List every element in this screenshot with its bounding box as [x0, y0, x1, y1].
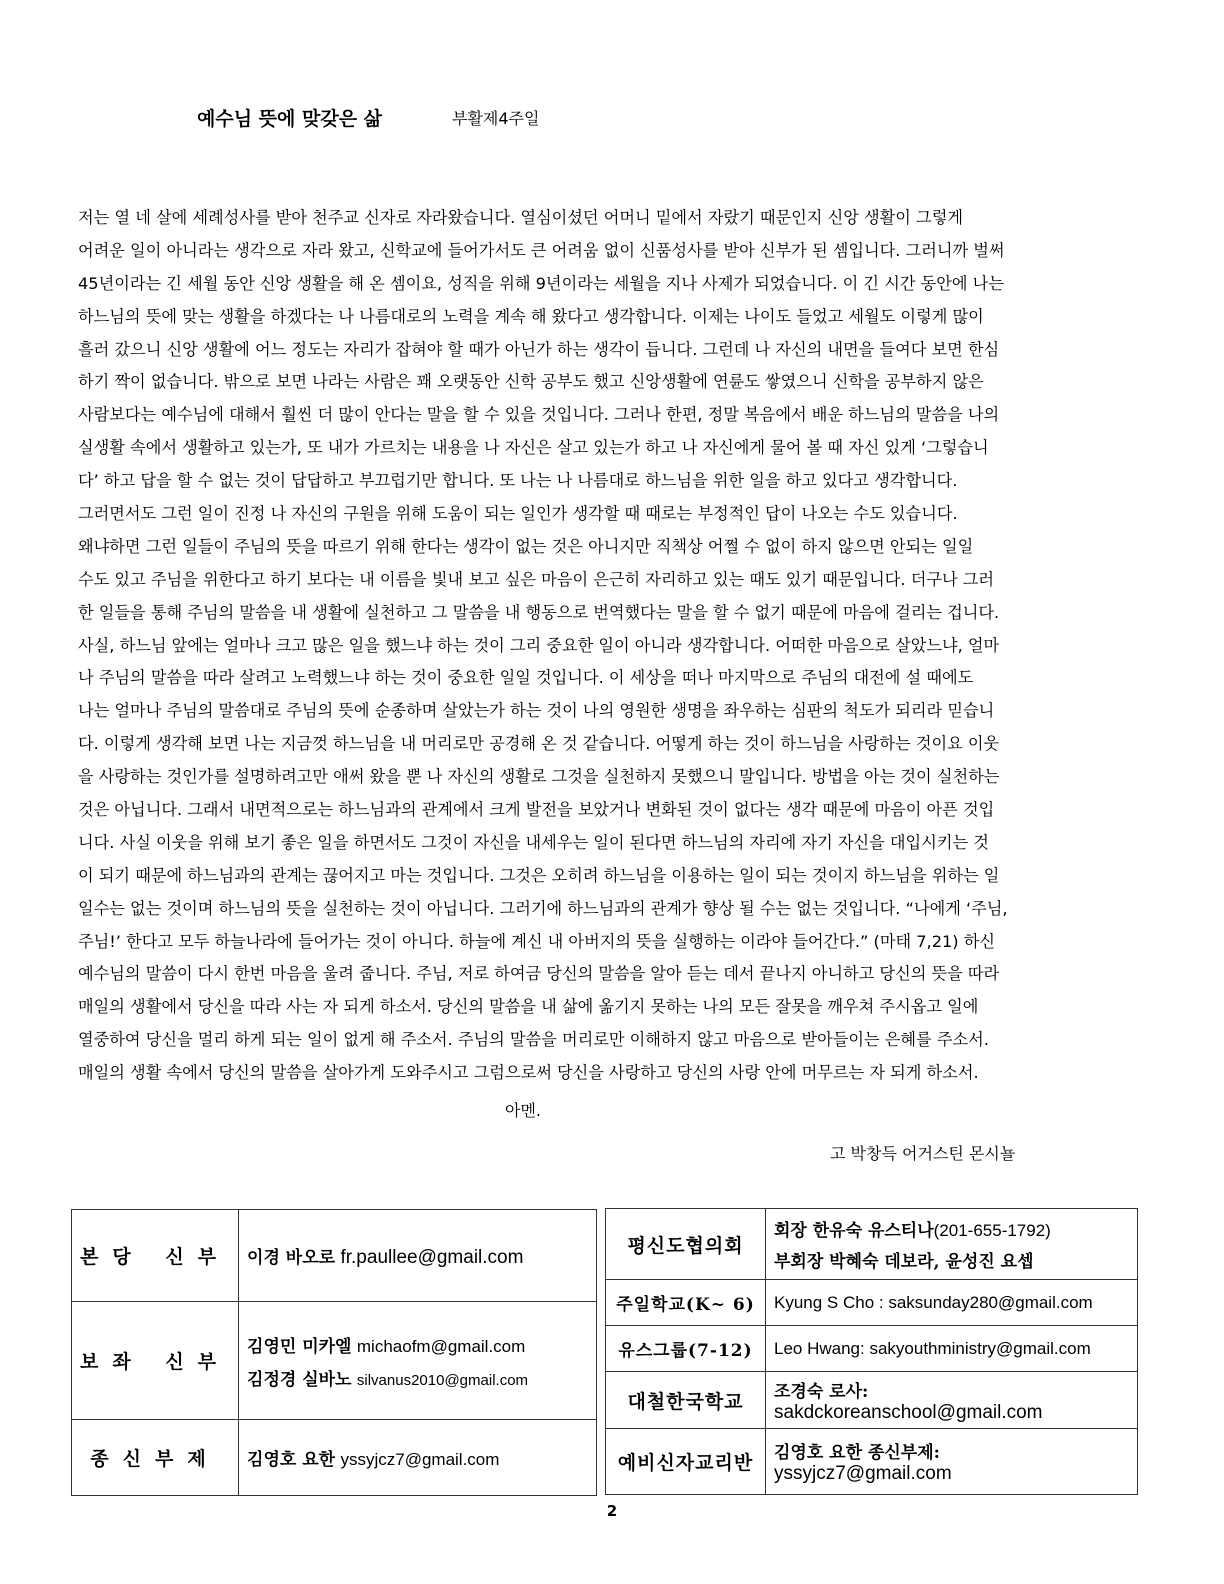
body-line: 45년이라는 긴 세월 동안 신앙 생활을 해 온 셈이요, 성직을 위해 9년이라는 세월을 지나 사제가 되었습니다. 이 긴 시간 동안에 나는 [78, 273, 1004, 293]
body-line: 사실, 하느님 앞에는 얼마나 크고 많은 일을 했느냐 하는 것이 그리 중요한 일이 아니라 생각합니다. 어떠한 마음으로 살았느냐, 얼마 [78, 635, 1000, 655]
body-line: 하느님의 뜻에 맞는 생활을 하겠다는 나 나름대로의 노력을 계속 해 왔다고 생각합니다. 이제는 나이도 들었고 세월도 이렇게 많이 [78, 306, 984, 326]
body-line: 실생활 속에서 생활하고 있는가, 또 내가 가르치는 내용을 나 자신은 살고 있는가 하고 나 자신에게 물어 볼 때 자신 있게 ‘그렇습니 [78, 438, 989, 458]
body-line: 다. 이렇게 생각해 보면 나는 지금껏 하느님을 내 머리로만 공경해 온 것 같습니다. 어떻게 하는 것이 하느님을 사랑하는 것이요 이웃 [78, 734, 1000, 754]
table-row [606, 1326, 1138, 1372]
assistant2-email[interactable]: silvanus2010@gmail.com [356, 1371, 529, 1389]
body-line: 왜냐하면 그런 일들이 주님의 뜻을 따르기 위해 한다는 생각이 없는 것은 아니지만 직책상 어쩔 수 없이 하지 않으면 안되는 일일 [78, 536, 974, 556]
council-president-line [774, 1216, 1129, 1241]
closing-amen: 아멘. [505, 1101, 541, 1120]
assistant1-line [247, 1332, 588, 1357]
body-line: 니다. 사실 이웃을 위해 보기 좋은 일을 하면서도 그것이 자신을 내세우는 일이 된다면 하느님의 자리에 자기 자신을 대입시키는 것 [78, 832, 989, 852]
sunday-school-label: 주일학교(K~ 6) [606, 1280, 766, 1326]
korean-school-label: 대철한국학교 [606, 1372, 766, 1429]
page-title: 예수님 뜻에 맞갖은 삶 [197, 108, 383, 130]
body-line: 매일의 생활에서 당신을 따라 사는 자 되게 하소서. 당신의 말씀을 내 삶에 옮기지 못하는 나의 모든 잘못을 깨우쳐 주시옵고 일에 [78, 997, 979, 1017]
rcia-name: 김영호 요한 종신부제: [774, 1443, 940, 1463]
body-line: 것은 아닙니다. 그래서 내면적으로는 하느님과의 관계에서 크게 발전을 보았거나 변화된 것이 없다는 생각 때문에 마음이 아픈 것입 [78, 800, 995, 820]
deacon-contact [239, 1420, 597, 1496]
body-line: 주님!’ 한다고 모두 하늘나라에 들어가는 것이 아니다. 하늘에 계신 내 아버지의 뜻을 실행하는 이라야 들어간다.” (마태 7,21) 하신 [78, 931, 996, 951]
table-row [72, 1210, 597, 1302]
clergy-directory-table [71, 1209, 597, 1496]
table-row [72, 1420, 597, 1496]
reflection-body [78, 202, 1138, 1090]
body-line: 저는 열 네 살에 세례성사를 받아 천주교 신자로 자라왔습니다. 열심이셨던 어머니 밑에서 자랐기 때문인지 신앙 생활이 그렇게 [78, 208, 963, 227]
rcia-email[interactable]: yssyjcz7@gmail.com [774, 1463, 952, 1484]
author-signature: 고 박창득 어거스틴 몬시뇰 [830, 1144, 1016, 1163]
council-label: 평신도협의회 [606, 1209, 766, 1280]
table-row [606, 1280, 1138, 1326]
liturgical-subtitle: 부활제4주일 [452, 109, 540, 128]
body-line: 하기 짝이 없습니다. 밖으로 보면 나라는 사람은 꽤 오랫동안 신학 공부도 했고 신앙생활에 연륜도 쌓였으니 신학을 공부하지 않은 [78, 372, 984, 392]
pastor-email[interactable]: fr.paullee@gmail.com [340, 1246, 524, 1268]
korean-school-contact [766, 1372, 1138, 1429]
ministry-directory-table [605, 1208, 1138, 1495]
body-line: 나는 얼마나 주님의 말씀대로 주님의 뜻에 순종하며 살았는가 하는 것이 나의 영원한 생명을 좌우하는 심판의 척도가 되리라 믿습니 [78, 701, 995, 721]
youth-group-contact[interactable]: Leo Hwang: sakyouthministry@gmail.com [766, 1326, 1138, 1372]
body-line: 나 주님의 말씀을 따라 살려고 노력했느냐 하는 것이 중요한 일일 것입니다. 이 세상을 떠나 마지막으로 주님의 대전에 설 때에도 [78, 668, 974, 688]
body-line: 예수님의 말씀이 다시 한번 마음을 울려 줍니다. 주님, 저로 하여금 당신의 말씀을 알아 듣는 데서 끝나지 아니하고 당신의 뜻을 따라 [78, 964, 1000, 984]
deacon-label: 종신부제 [72, 1420, 239, 1496]
deacon-name: 김영호 요한 [247, 1450, 336, 1470]
korean-school-email[interactable]: sakdckoreanschool@gmail.com [774, 1401, 1043, 1423]
body-line: 일수는 없는 것이며 하느님의 뜻을 실천하는 것이 아닙니다. 그러기에 하느님과의 관계가 향상 될 수는 없는 것입니다. “나에게 ‘주님, [78, 898, 1008, 918]
table-row [72, 1302, 597, 1420]
body-line: 을 사랑하는 것인가를 설명하려고만 애써 왔을 뿐 나 자신의 생활로 그것을 실천하지 못했으니 말입니다. 방법을 아는 것이 실천하는 [78, 767, 1000, 787]
table-row [606, 1372, 1138, 1429]
body-line: 이 되기 때문에 하느님과의 관계는 끊어지고 마는 것입니다. 그것은 오히려 하느님을 이용하는 일이 되는 것이지 하느님을 위하는 일 [78, 865, 1000, 885]
sunday-school-contact[interactable]: Kyung S Cho : saksunday280@gmail.com [766, 1280, 1138, 1326]
body-line: 흘러 갔으니 신앙 생활에 어느 정도는 자리가 잡혀야 할 때가 아닌가 하는 생각이 듭니다. 그런데 나 자신의 내면을 들여다 보면 한심 [78, 339, 1000, 359]
body-line: 한 일들을 통해 주님의 말씀을 내 생활에 실천하고 그 말씀을 내 행동으로 번역했다는 말을 할 수 없기 때문에 마음에 걸리는 겁니다. [78, 602, 1000, 622]
council-president: 회장 한유숙 유스티나 [774, 1221, 934, 1241]
assistant2-line [247, 1365, 588, 1390]
pastor-label: 본당 신부 [72, 1210, 239, 1302]
body-line: 그러면서도 그런 일이 진정 나 자신의 구원을 위해 도움이 되는 일인가 생각할 때 때로는 부정적인 답이 나오는 수도 있습니다. [78, 504, 958, 524]
body-line: 어려운 일이 아니라는 생각으로 자라 왔고, 신학교에 들어가서도 큰 어려움 없이 신품성사를 받아 신부가 된 셈입니다. 그러니까 벌써 [78, 240, 1005, 260]
pastor-name: 이경 바오로 [247, 1247, 336, 1268]
assistant-contact [239, 1302, 597, 1420]
body-line: 열중하여 당신을 멀리 하게 되는 일이 없게 해 주소서. 주님의 말씀을 머리로만 이해하지 않고 마음으로 받아들이는 은혜를 주소서. [78, 1030, 989, 1050]
pastor-contact [239, 1210, 597, 1302]
table-row [606, 1209, 1138, 1280]
council-vice-presidents: 부회장 박혜숙 데보라, 윤성진 요셉 [774, 1252, 1034, 1272]
deacon-email[interactable]: yssyjcz7@gmail.com [340, 1450, 500, 1469]
assistant-label: 보좌 신부 [72, 1302, 239, 1420]
body-line: 수도 있고 주님을 위한다고 하기 보다는 내 이름을 빛내 보고 싶은 마음이 은근히 자리하고 있는 때도 있기 때문입니다. 더구나 그러 [78, 569, 995, 589]
body-line: 사람보다는 예수님에 대해서 훨씬 더 많이 안다는 말을 할 수 있을 것입니다. 그러나 한편, 정말 복음에서 배운 하느님의 말씀을 나의 [78, 405, 1000, 425]
body-line: 매일의 생활 속에서 당신의 말씀을 살아가게 도와주시고 그럼으로써 당신을 사랑하고 당신의 사랑 안에 머무르는 자 되게 하소서. [78, 1063, 979, 1083]
rcia-contact [766, 1429, 1138, 1495]
assistant2-name: 김정경 실바노 [247, 1369, 352, 1390]
table-row [606, 1429, 1138, 1495]
assistant1-email[interactable]: michaofm@gmail.com [356, 1336, 526, 1356]
assistant1-name: 김영민 미카엘 [247, 1336, 352, 1357]
korean-school-name: 조경숙 로사: [774, 1381, 869, 1402]
body-line: 다’ 하고 답을 할 수 없는 것이 답답하고 부끄럽기만 합니다. 또 나는 나 나름대로 하느님을 위한 일을 하고 있다고 생각합니다. [78, 471, 958, 491]
council-contact [766, 1209, 1138, 1280]
rcia-label: 예비신자교리반 [606, 1429, 766, 1495]
page-number: 2 [606, 1502, 618, 1520]
youth-group-label: 유스그룹(7-12) [606, 1326, 766, 1372]
council-phone: (201-655-1792) [933, 1221, 1051, 1240]
